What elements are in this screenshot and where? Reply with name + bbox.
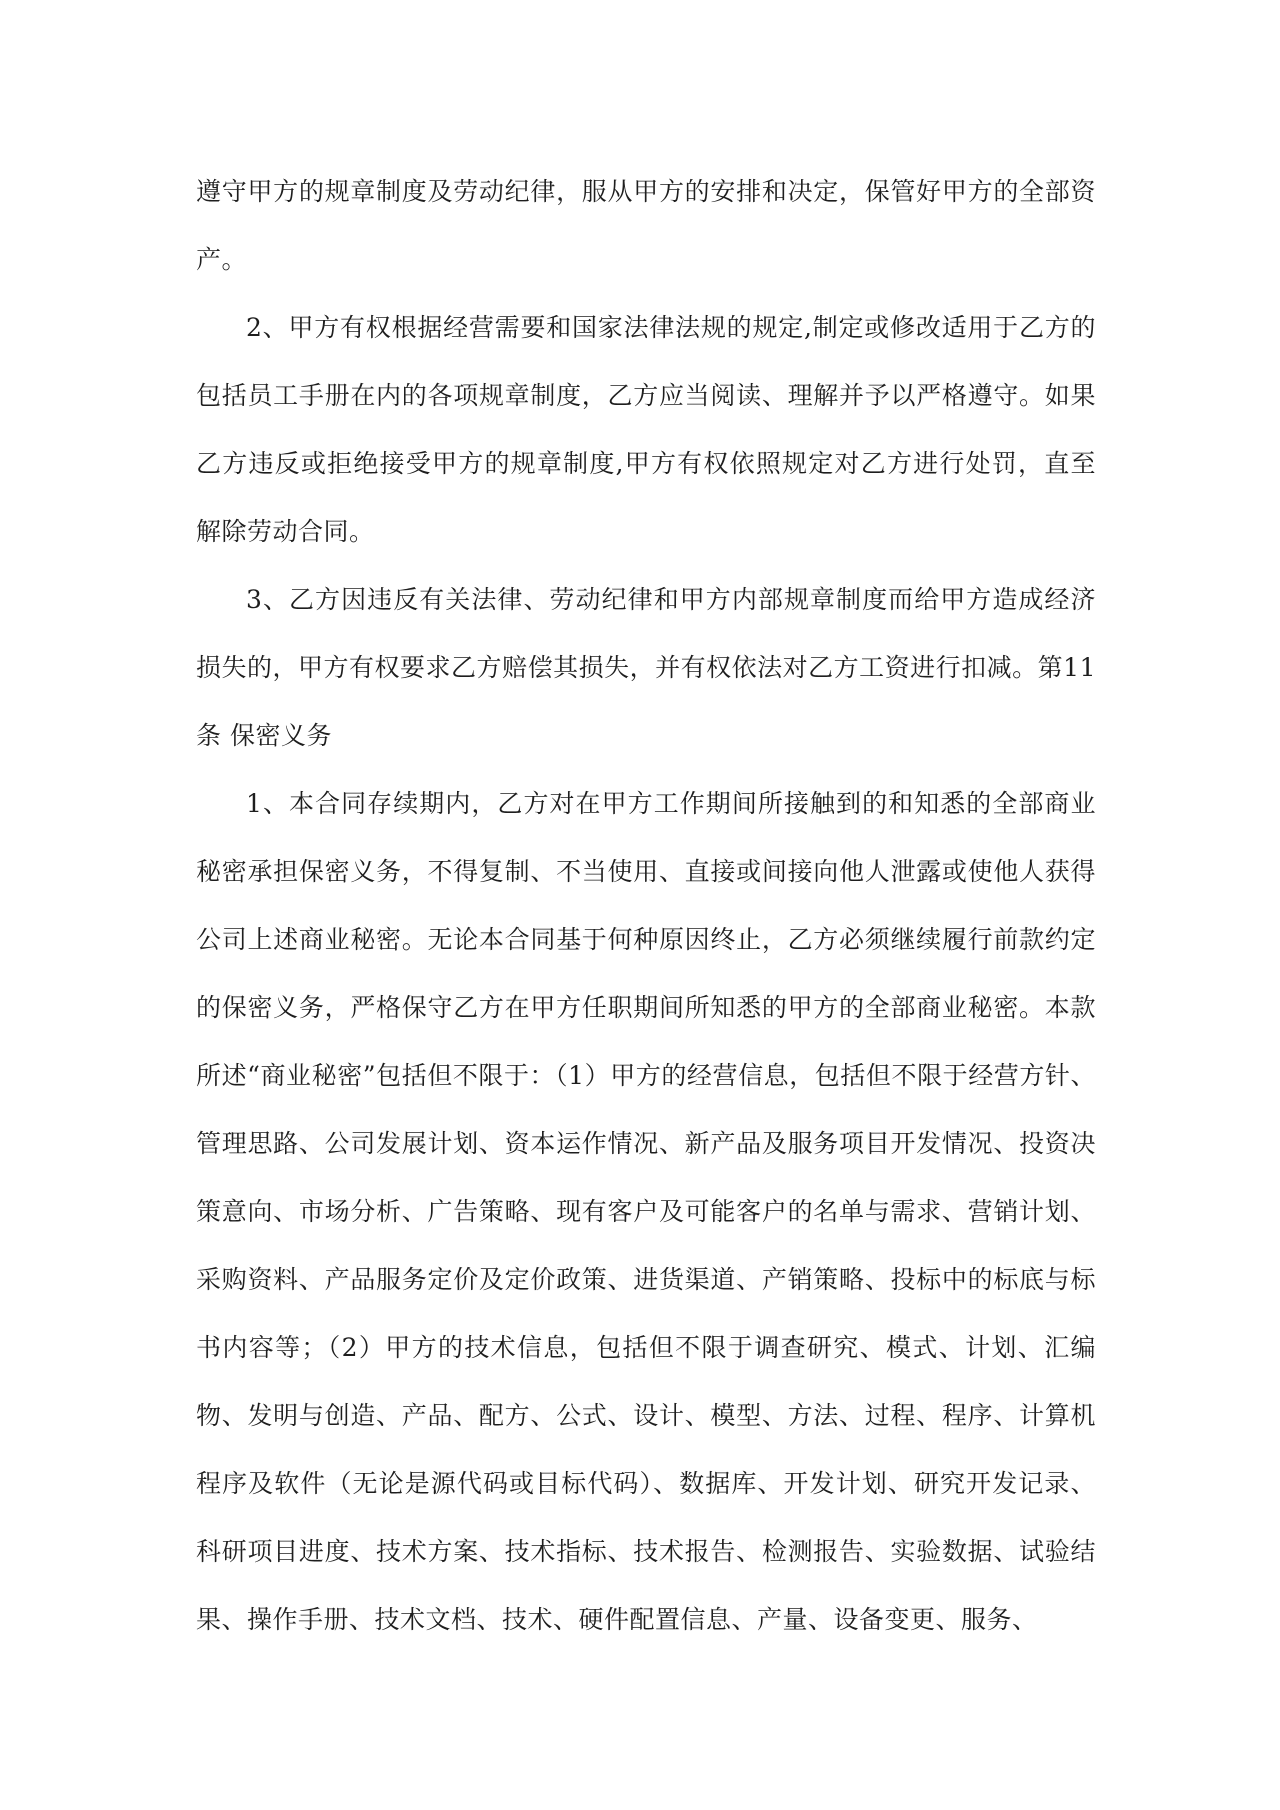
- document-body: [196, 158, 1096, 1654]
- paragraph-clause-3: 3、乙方因违反有关法律、劳动纪律和甲方内部规章制度而给甲方造成经济损失的，甲方有权要求乙方赔偿其损失，并有权依法对乙方工资进行扣减。第11条 保密义务: [196, 585, 1096, 750]
- paragraph-confidentiality-1: 1、本合同存续期内，乙方对在甲方工作期间所接触到的和知悉的全部商业秘密承担保密义务，不得复制、不当使用、直接或间接向他人泄露或使他人获得公司上述商业秘密。无论本合同基于何种原因终止，乙方必须继续履行前款约定的保密义务，严格保守乙方在甲方任职期间所知悉的甲方的全部商业秘密。本款所述“商业秘密”包括但不限于：（1）甲方的经营信息，包括但不限于经营方针、管理思路、公司发展计划、资本运作情况、新产品及服务项目开发情况、投资决策意向、市场分析、广告策略、现有客户及可能客户的名单与需求、营销计划、采购资料、产品服务定价及定价政策、进货渠道、产销策略、投标中的标底与标书内容等；（2）甲方的技术信息，包括但不限于调查研究、模式、计划、汇编物、发明与创造、产品、配方、公式、设计、模型、方法、过程、程序、计算机程序及软件（无论是源代码或目标代码）、数据库、开发计划、研究开发记录、科研项目进度、技术方案、技术指标、技术报告、检测报告、实验数据、试验结果、操作手册、技术文档、技术、硬件配置信息、产量、设备变更、服务、: [196, 789, 1096, 1634]
- paragraph-continuation: 遵守甲方的规章制度及劳动纪律，服从甲方的安排和决定，保管好甲方的全部资产。: [196, 177, 1096, 274]
- paragraph-clause-2: 2、甲方有权根据经营需要和国家法律法规的规定,制定或修改适用于乙方的包括员工手册在内的各项规章制度，乙方应当阅读、理解并予以严格遵守。如果乙方违反或拒绝接受甲方的规章制度,甲方有权依照规定对乙方进行处罚，直至解除劳动合同。: [196, 313, 1096, 546]
